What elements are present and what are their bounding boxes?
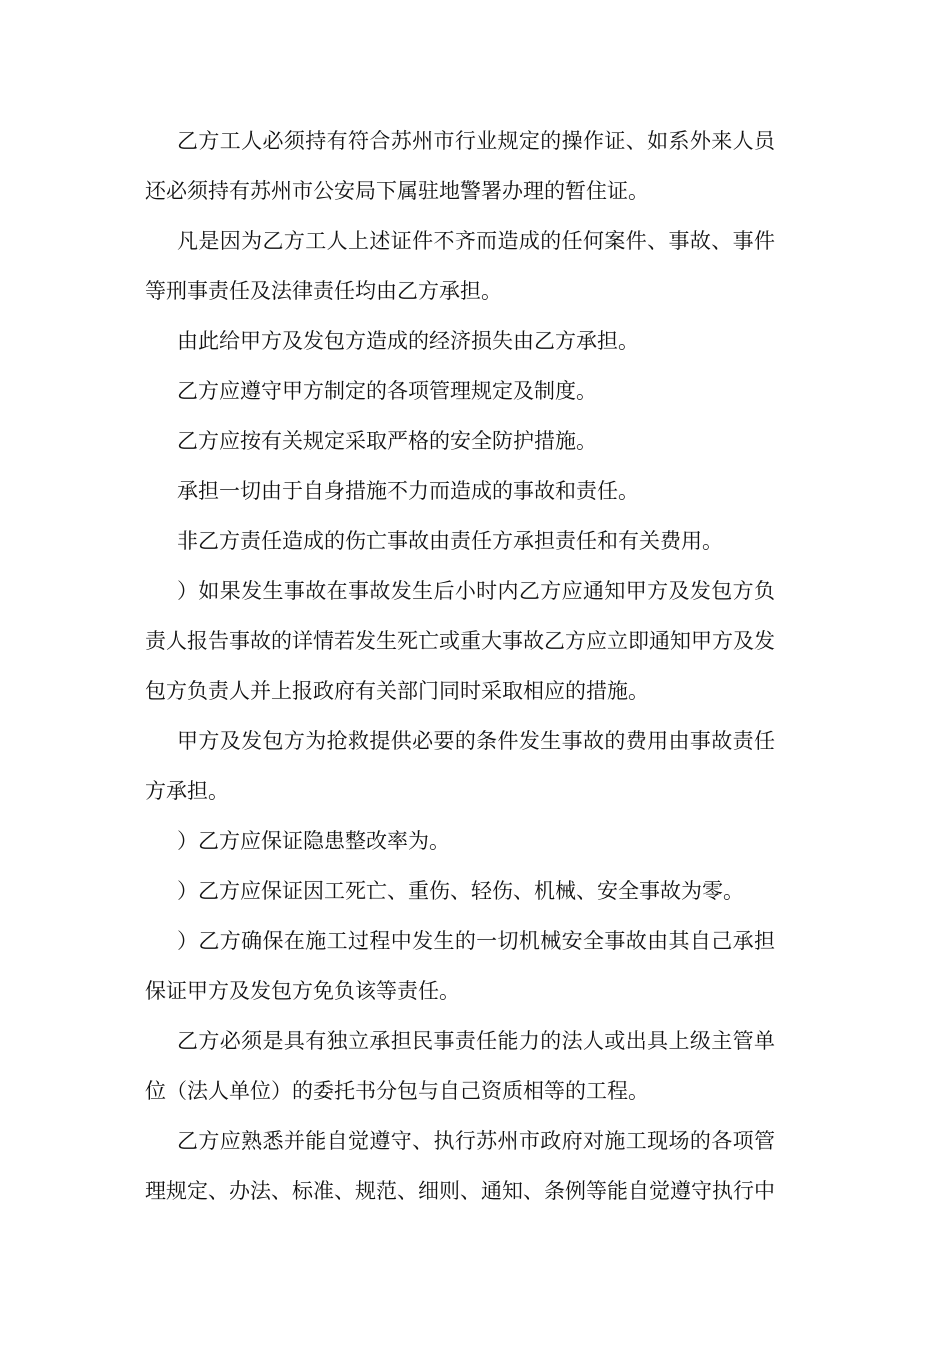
paragraph-8: ）如果发生事故在事故发生后小时内乙方应通知甲方及发包方负责人报告事故的详情若发生死亡或重大事故乙方应立即通知甲方及发包方负责人并上报政府有关部门同时采取相应的措施。: [145, 579, 775, 703]
paragraph-6: 承担一切由于自身措施不力而造成的事故和责任。: [177, 479, 639, 503]
paragraph-14: 乙方应熟悉并能自觉遵守、执行苏州市政府对施工现场的各项管理规定、办法、标准、规范、细则、通知、条例等能自觉遵守执行中: [145, 1129, 775, 1203]
paragraph-10: ）乙方应保证隐患整改率为。: [177, 829, 450, 853]
paragraph-5: 乙方应按有关规定采取严格的安全防护措施。: [177, 429, 597, 453]
paragraph-3: 由此给甲方及发包方造成的经济损失由乙方承担。: [177, 329, 639, 353]
paragraph-13: 乙方必须是具有独立承担民事责任能力的法人或出具上级主管单位（法人单位）的委托书分包与自己资质相等的工程。: [145, 1029, 775, 1103]
document-body: [145, 116, 775, 1216]
paragraph-11: ）乙方应保证因工死亡、重伤、轻伤、机械、安全事故为零。: [177, 879, 744, 903]
paragraph-9: 甲方及发包方为抢救提供必要的条件发生事故的费用由事故责任方承担。: [145, 729, 775, 803]
paragraph-1: 乙方工人必须持有符合苏州市行业规定的操作证、如系外来人员还必须持有苏州市公安局下属驻地警署办理的暂住证。: [145, 129, 775, 203]
paragraph-12: ）乙方确保在施工过程中发生的一切机械安全事故由其自己承担保证甲方及发包方免负该等责任。: [145, 929, 775, 1003]
paragraph-7: 非乙方责任造成的伤亡事故由责任方承担责任和有关费用。: [177, 529, 723, 553]
paragraph-2: 凡是因为乙方工人上述证件不齐而造成的任何案件、事故、事件等刑事责任及法律责任均由乙方承担。: [145, 229, 775, 303]
paragraph-4: 乙方应遵守甲方制定的各项管理规定及制度。: [177, 379, 597, 403]
